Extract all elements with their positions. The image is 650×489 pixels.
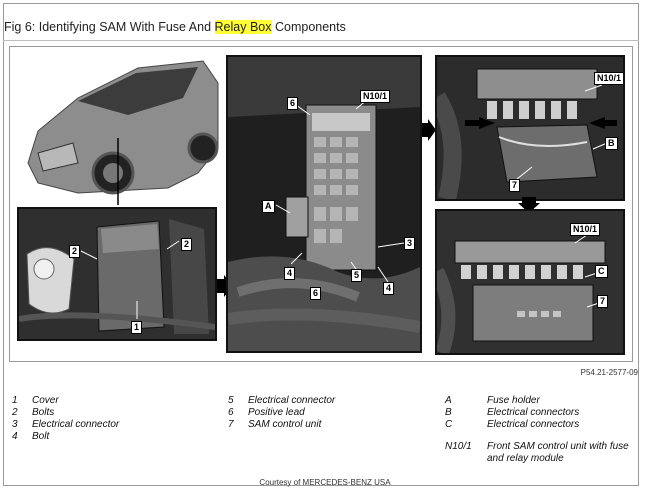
- legend-item: 5 Electrical connector: [228, 395, 336, 406]
- callout-n10-1-panel3: N10/1: [594, 72, 624, 85]
- panel-module-connectors-b: [435, 55, 625, 201]
- callout-1: 1: [131, 321, 142, 334]
- figure-reference-code: P54.21-2577-09: [580, 368, 638, 377]
- title-suffix: Components: [271, 20, 346, 34]
- legend-item: B Electrical connectors: [445, 407, 580, 418]
- legend-item: C Electrical connectors: [445, 419, 580, 430]
- callout-7-panel3: 7: [509, 179, 520, 192]
- callout-3: 3: [404, 237, 415, 250]
- title-prefix: Fig 6: Identifying SAM With Fuse And: [4, 20, 215, 34]
- legend-item: 7 SAM control unit: [228, 419, 322, 430]
- car-illustration: [18, 53, 220, 205]
- callout-6-bottom: 6: [310, 287, 321, 300]
- legend-item: 3 Electrical connector: [12, 419, 120, 430]
- arrow-right-icon: [422, 119, 436, 146]
- panel-engine-bay-cover: [17, 207, 217, 341]
- legend-item: 1 Cover: [12, 395, 59, 406]
- title-highlight: Relay Box: [214, 20, 272, 34]
- callout-a: A: [262, 200, 275, 213]
- legend-item: 2 Bolts: [12, 407, 55, 418]
- callout-b: B: [605, 137, 618, 150]
- legend-item: N10/1 Front SAM control unit with fuse and relay module: [445, 441, 629, 464]
- callout-4-right: 4: [383, 282, 394, 295]
- component-figure: [9, 46, 633, 362]
- callout-n10-1-panel4: N10/1: [570, 223, 600, 236]
- callout-2-right: 2: [181, 238, 192, 251]
- callout-5: 5: [351, 269, 362, 282]
- courtesy-credit: Courtesy of MERCEDES-BENZ USA: [259, 478, 391, 487]
- callout-n10-1-panel2: N10/1: [360, 90, 390, 103]
- legend-item: A Fuse holder: [445, 395, 540, 406]
- title-divider: [3, 40, 639, 41]
- panel-sam-opened: [226, 55, 422, 353]
- callout-2-left: 2: [69, 245, 80, 258]
- legend-item: 4 Bolt: [12, 431, 50, 442]
- callout-7-panel4: 7: [597, 295, 608, 308]
- legend-item: 6 Positive lead: [228, 407, 305, 418]
- callout-4-left: 4: [284, 267, 295, 280]
- callout-c: C: [595, 265, 608, 278]
- figure-title: [4, 20, 346, 34]
- panel-module-connectors-c: [435, 209, 625, 355]
- callout-6-top: 6: [287, 97, 298, 110]
